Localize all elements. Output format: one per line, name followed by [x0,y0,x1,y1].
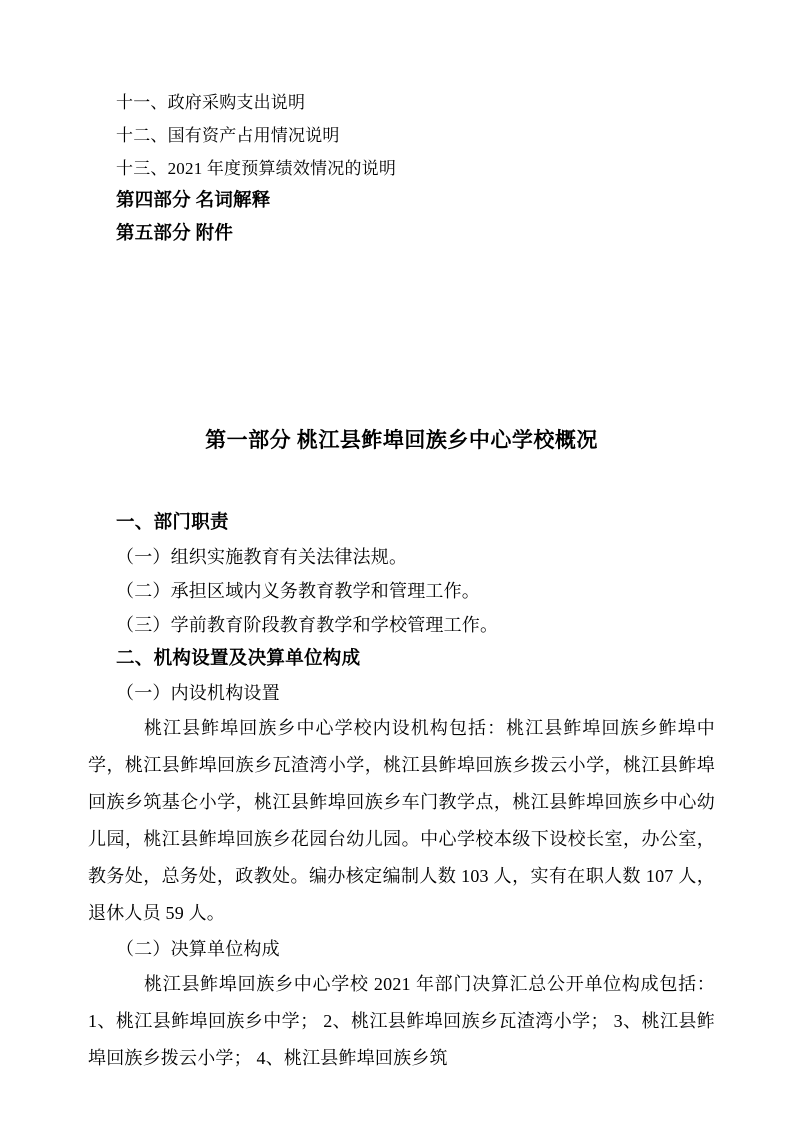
toc-item: 十三、2021 年度预算绩效情况的说明 [116,159,397,178]
toc-item: 十二、国有资产占用情况说明 [116,126,340,145]
title-gap [88,454,715,506]
duty-item: （二）承担区域内义务教育教学和管理工作。 [116,581,480,601]
toc-item: 第四部分 名词解释 [116,191,271,211]
section-heading-structure: 二、机构设置及决算单位构成 [116,649,361,669]
section-heading-duties: 一、部门职责 [116,513,229,533]
structure-subitem: （二）决算单位构成 [116,939,280,959]
toc-item: 十一、政府采购支出说明 [116,93,306,112]
page-content [88,86,715,1077]
section-spacer [88,251,715,416]
page-title: 第一部分 桃江县鲊埠回族乡中心学校概况 [205,428,598,452]
duty-item: （一）组织实施教育有关法律法规。 [116,547,408,567]
settlement-body-paragraph: 桃江县鲊埠回族乡中心学校 2021 年部门决算汇总公开单位构成包括：1、桃江县鲊埠回族乡中学； 2、桃江县鲊埠回族乡瓦渣湾小学； 3、桃江县鲊埠回族乡拨云小学； 4、桃江县鲊埠回族乡筑 [88,974,715,1068]
duty-item: （三）学前教育阶段教育教学和学校管理工作。 [116,615,499,635]
structure-subitem: （一）内设机构设置 [116,683,280,703]
structure-body-paragraph: 桃江县鲊埠回族乡中心学校内设机构包括：桃江县鲊埠回族乡鲊埠中学，桃江县鲊埠回族乡瓦渣湾小学，桃江县鲊埠回族乡拨云小学，桃江县鲊埠回族乡筑基仑小学，桃江县鲊埠回族乡车门教学点，桃江县鲊埠回族乡中心幼儿园，桃江县鲊埠回族乡花园台幼儿园。中心学校本级下设校长室，办公室，教务处，总务处，政教处。编办核定编制人数 103 人，实有在职人数 107 人，退休人员 59 人。 [88,718,715,923]
toc-item: 第五部分 附件 [116,224,234,244]
